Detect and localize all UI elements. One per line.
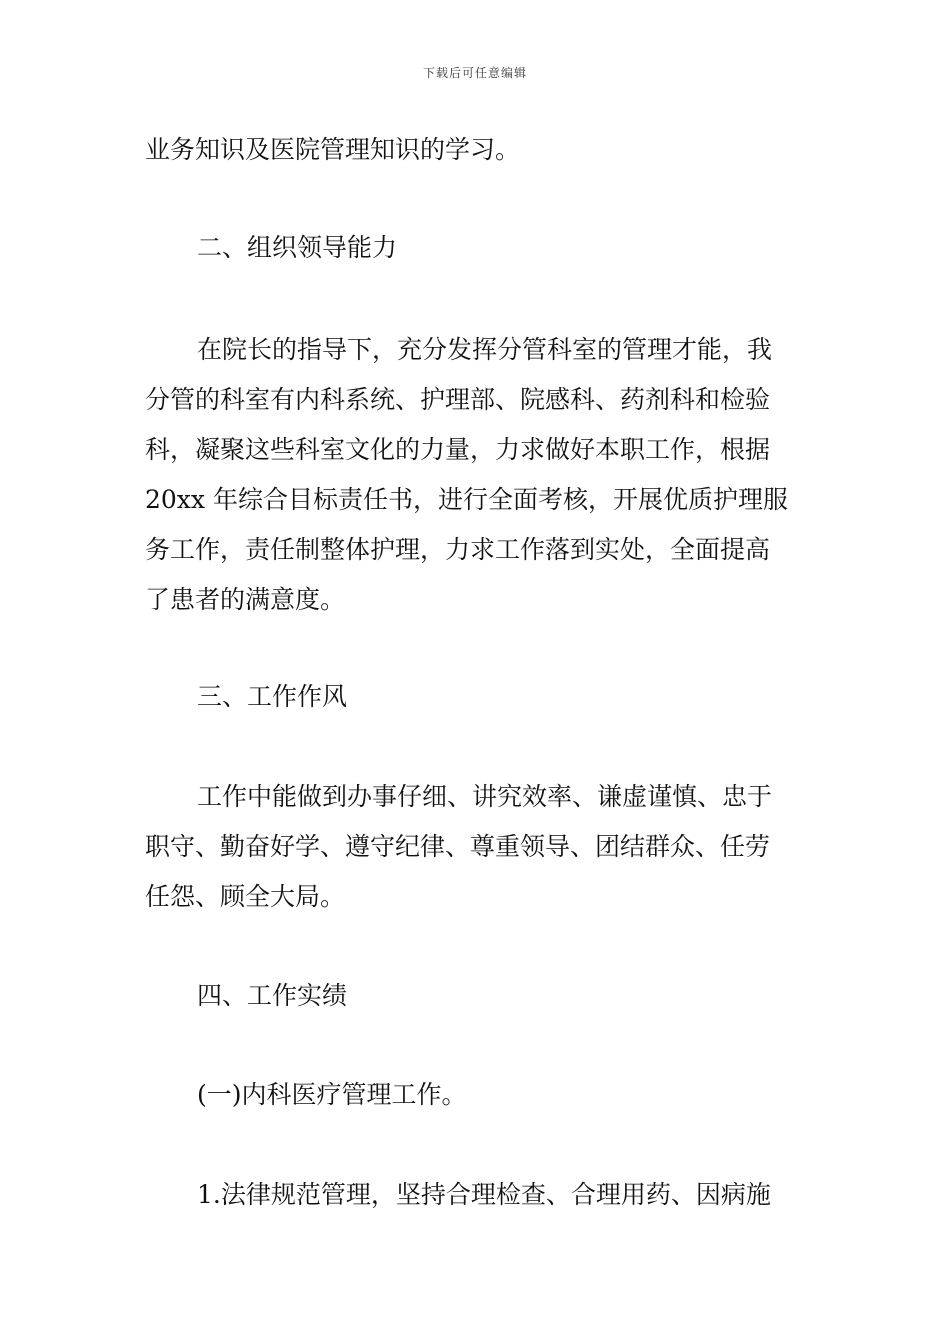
paragraph-line: 任怨、顾全大局。: [145, 882, 346, 911]
paragraph-line: 分管的科室有内科系统、护理部、院感科、药剂科和检验: [145, 385, 771, 414]
heading-text: 二、组织领导能力: [197, 233, 398, 262]
paragraph-line: 务工作，责任制整体护理，力求工作落到实处，全面提高: [145, 535, 771, 564]
section-heading-4: [145, 971, 810, 1021]
paragraph-line: 职守、勤奋好学、遵守纪律、尊重领导、团结群众、任劳: [145, 832, 771, 861]
heading-text: (一)内科医疗管理工作。: [197, 1080, 467, 1109]
section-heading-2: [145, 223, 810, 273]
subsection-heading-1: [145, 1070, 810, 1120]
paragraph-line: 了患者的满意度。: [145, 585, 346, 614]
paragraph-line: 1.法律规范管理，坚持合理检查、合理用药、因病施: [197, 1180, 771, 1209]
paragraph-line: 在院长的指导下，充分发挥分管科室的管理才能，我: [197, 335, 773, 364]
heading-text: 四、工作实绩: [197, 981, 348, 1010]
intro-paragraph: [145, 125, 810, 175]
paragraph-line: 科，凝聚这些科室文化的力量，力求做好本职工作，根据: [145, 435, 771, 464]
section-heading-3: [145, 672, 810, 722]
paragraph-line: 20xx 年综合目标责任书，进行全面考核，开展优质护理服: [145, 485, 788, 514]
list-item-1: [145, 1170, 810, 1220]
page-header: 下载后可任意编辑: [422, 66, 527, 80]
paragraph-line: 工作中能做到办事仔细、讲究效率、谦虚谨慎、忠于: [197, 782, 773, 811]
heading-text: 三、工作作风: [197, 682, 348, 711]
paragraph-line: 业务知识及医院管理知识的学习。: [145, 135, 521, 164]
section-3-paragraph: [145, 772, 810, 922]
section-2-paragraph: [145, 325, 810, 625]
